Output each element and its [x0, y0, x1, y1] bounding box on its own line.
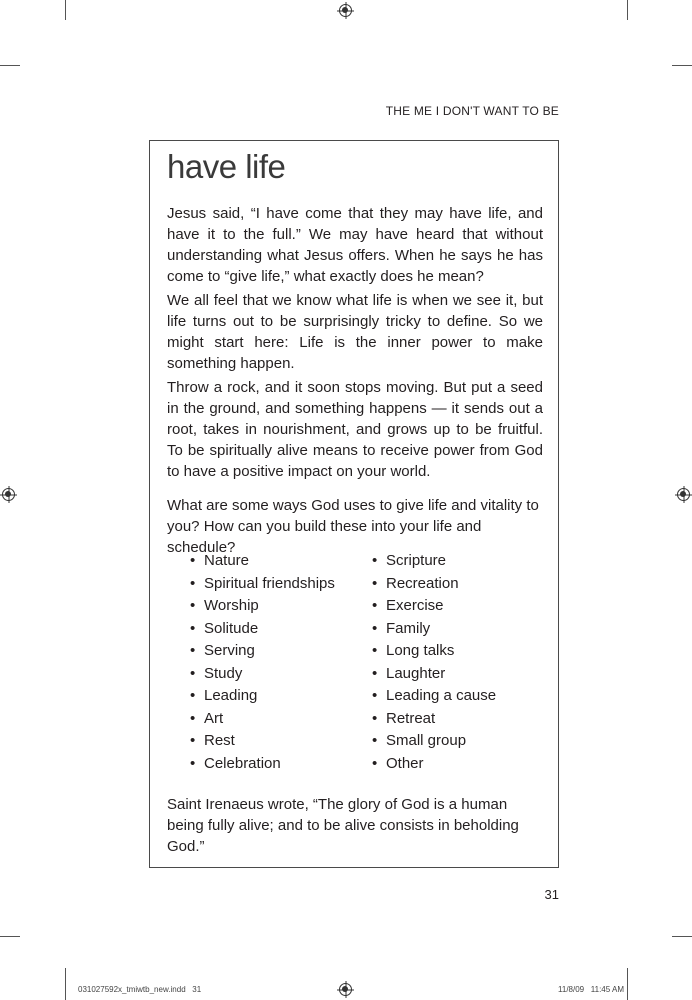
list-item: • Recreation [372, 574, 459, 592]
registration-mark-icon [339, 4, 352, 17]
list-item: • Leading a cause [372, 687, 497, 704]
list-item: • Worship [190, 597, 259, 614]
crop-mark [672, 936, 692, 937]
paragraph: Throw a rock, and it soon stops moving. But put a seed in the ground, and something happens — it sends out a root, takes in nourishment, and grows up to be fruitful. To be spiritually alive means to receive power from God to have a positive impact on your world. [167, 379, 543, 480]
crop-mark [672, 65, 692, 66]
list-item: • Scripture [372, 552, 447, 569]
crop-mark [65, 968, 66, 1000]
list-item: • Solitude [190, 619, 259, 637]
registration-mark-icon [677, 488, 690, 501]
list-item: • Exercise [372, 597, 444, 614]
registration-mark-icon [2, 488, 15, 501]
list-item: • Retreat [372, 709, 436, 727]
crop-mark [627, 0, 628, 20]
list-item: • Nature [190, 552, 250, 569]
list-item: • Other [372, 754, 424, 772]
paragraph: We all feel that we know what life is when we see it, but life turns out to be surprisingly tricky to define. So we might start here: Life is the inner power to make something happen. [167, 292, 543, 372]
box-title: have life [167, 148, 286, 185]
list-item: • Leading [190, 687, 258, 704]
list-item: • Family [372, 619, 431, 637]
registration-mark-icon [339, 983, 352, 996]
crop-mark [0, 65, 20, 66]
paragraph: Jesus said, “I have come that they may have life, and have it to the full.” We may have heard that without understanding what Jesus offers. When he says he has come to “give life,” what exactly does he mean? [167, 205, 543, 285]
paragraph: What are some ways God uses to give life and vitality to you? How can you build these into your life and schedule? [167, 497, 539, 556]
slug-filename: 031027592x_tmiwtb_new.indd 31 [78, 985, 202, 994]
running-head: THE ME I DON'T WANT TO BE [385, 104, 559, 118]
crop-mark [627, 968, 628, 1000]
list-left [190, 550, 335, 775]
list-item: • Study [190, 664, 243, 682]
closing-paragraph: Saint Irenaeus wrote, “The glory of God is a human being fully alive; and to be alive consists in beholding God.” [167, 796, 519, 855]
list-item: • Rest [190, 732, 235, 749]
list-item: • Serving [190, 642, 255, 659]
list-right [372, 550, 496, 775]
list-item: • Long talks [372, 642, 455, 659]
list-item: • Celebration [190, 754, 281, 772]
list-item: • Art [190, 709, 224, 727]
page-number: 31 [544, 887, 559, 902]
list-item: • Small group [372, 732, 467, 749]
crop-mark [0, 936, 20, 937]
list-item: • Spiritual friendships [190, 574, 335, 592]
crop-mark [65, 0, 66, 20]
list-item: • Laughter [372, 664, 446, 682]
slug-timestamp: 11/8/09 11:45 AM [558, 985, 624, 994]
